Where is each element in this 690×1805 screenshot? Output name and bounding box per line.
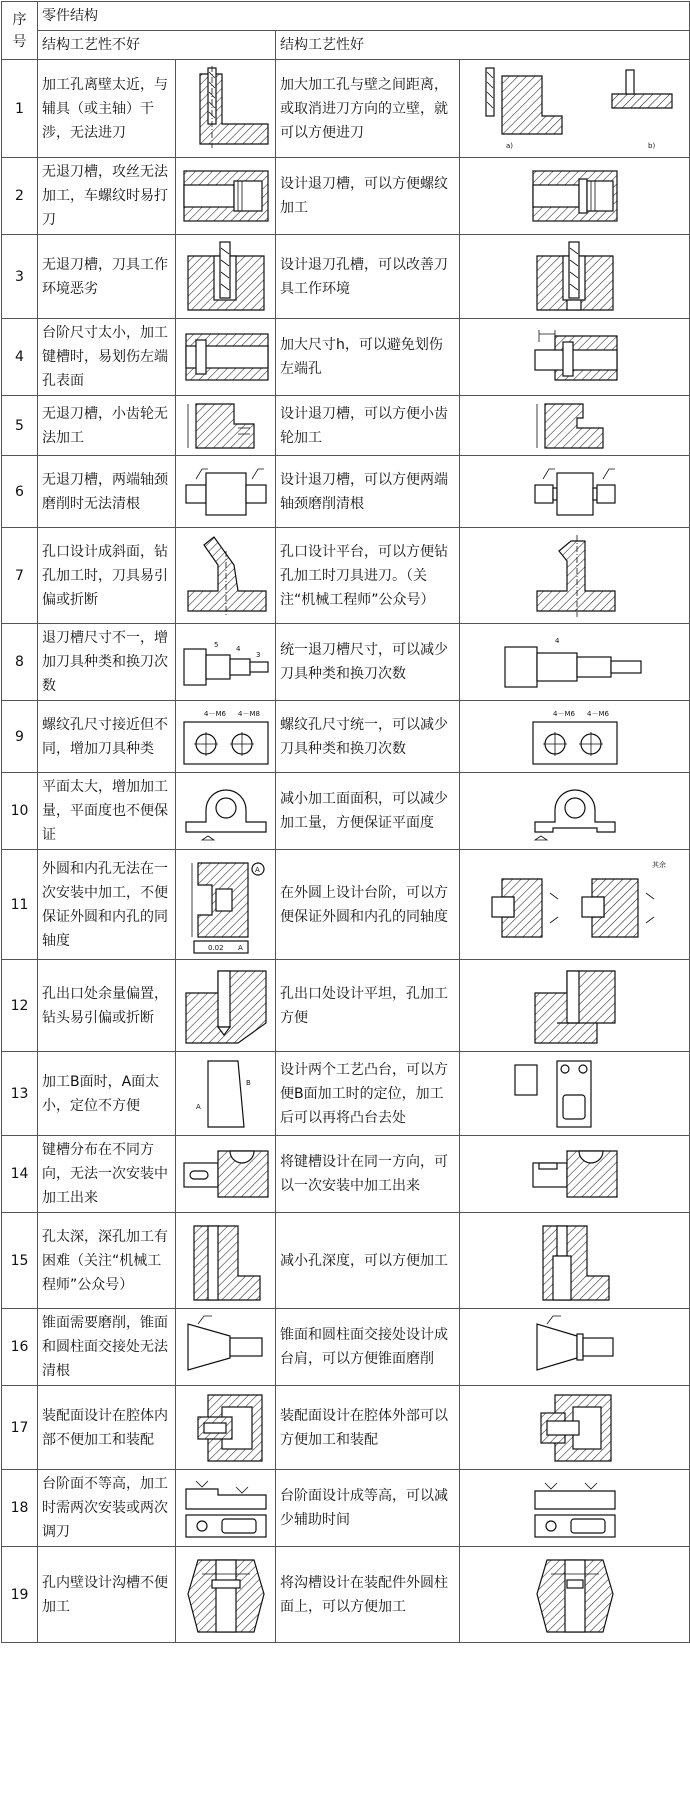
row-number: 18 [2,1470,38,1547]
good-figure [460,1547,690,1643]
bad-figure [176,850,276,960]
good-text: 锥面和圆柱面交接处设计成台肩，可以方便锥面磨削 [276,1309,460,1386]
bad-figure [176,60,276,158]
bad-text: 加工孔离壁太近，与辅具（或主轴）干涉，无法进刀 [38,60,176,158]
good-text: 设计退刀槽，可以方便两端轴颈磨削清根 [276,456,460,528]
row-number: 2 [2,158,38,235]
good-figure [460,1213,690,1309]
table-row [2,60,690,158]
good-text: 设计两个工艺凸台，可以方便B面加工时的定位，加工后可以再将凸台去处 [276,1052,460,1136]
bad-figure [176,1309,276,1386]
table-row [2,1136,690,1213]
thread-label: 4－M6 [586,709,609,718]
dimension-label: 3 [255,651,260,659]
table-row [2,1547,690,1643]
bad-text: 台阶面不等高，加工时需两次安装或两次调刀 [38,1470,176,1547]
good-text: 设计退刀槽，可以方便小齿轮加工 [276,396,460,456]
bad-text: 螺纹孔尺寸接近但不同，增加刀具种类 [38,701,176,773]
bad-text: 孔口设计成斜面，钻孔加工时，刀具易引偏或折断 [38,528,176,624]
table-row [2,158,690,235]
good-figure [460,158,690,235]
table-row [2,1052,690,1136]
thread-label: 4－M6 [552,709,575,718]
row-number: 10 [2,773,38,850]
table-row [2,624,690,701]
bad-text: 退刀槽尺寸不一，增加刀具种类和换刀次数 [38,624,176,701]
row-number: 3 [2,235,38,319]
table-row [2,319,690,396]
good-text: 台阶面设计成等高，可以减少辅助时间 [276,1470,460,1547]
good-text: 装配面设计在腔体外部可以方便加工和装配 [276,1386,460,1470]
table-row [2,850,690,960]
row-number: 13 [2,1052,38,1136]
group-title: 零件结构 [38,2,690,31]
good-text: 孔口设计平台，可以方便钻孔加工时刀具进刀。（关注“机械工程师”公众号） [276,528,460,624]
good-figure [460,60,690,158]
row-number: 15 [2,1213,38,1309]
header-row-2 [2,31,690,60]
row-number: 9 [2,701,38,773]
bad-text: 孔内壁设计沟槽不便加工 [38,1547,176,1643]
bad-text: 孔太深，深孔加工有困难（关注“机械工程师”公众号） [38,1213,176,1309]
good-text: 设计退刀槽，可以方便螺纹加工 [276,158,460,235]
surface-label-b: B [245,1078,251,1087]
dimension-label: 5 [213,641,218,649]
good-text: 减小加工面面积，可以减少加工量，方便保证平面度 [276,773,460,850]
bad-figure [176,1547,276,1643]
dimension-label: 4 [554,637,559,645]
row-number: 11 [2,850,38,960]
bad-figure [176,624,276,701]
table-row [2,1213,690,1309]
good-title: 结构工艺性好 [276,31,690,60]
row-number: 4 [2,319,38,396]
row-number: 8 [2,624,38,701]
bad-figure [176,396,276,456]
good-figure [460,960,690,1052]
seq-header: 序 号 [2,2,38,60]
bad-text: 孔出口处余量偏置，钻头易引偏或折断 [38,960,176,1052]
row-number: 6 [2,456,38,528]
bad-text: 台阶尺寸太小，加工键槽时，易划伤左端孔表面 [38,319,176,396]
row-number: 14 [2,1136,38,1213]
bad-figure [176,158,276,235]
surface-label-a: A [195,1102,201,1111]
bad-figure [176,1052,276,1136]
good-figure [460,235,690,319]
bad-text: 无退刀槽，两端轴颈磨削时无法清根 [38,456,176,528]
header-row-1 [2,2,690,31]
good-figure [460,528,690,624]
good-figure [460,1136,690,1213]
table-row [2,235,690,319]
good-figure [460,624,690,701]
good-text: 孔出口处设计平坦，孔加工方便 [276,960,460,1052]
good-figure [460,1309,690,1386]
good-text: 减小孔深度，可以方便加工 [276,1213,460,1309]
table-row [2,396,690,456]
table-row [2,960,690,1052]
bad-figure [176,235,276,319]
good-figure [460,773,690,850]
table-row [2,528,690,624]
bad-text: 键槽分布在不同方向，无法一次安装中加工出来 [38,1136,176,1213]
bad-figure [176,456,276,528]
rest-surface-label: 其余 [651,860,666,869]
bad-figure [176,960,276,1052]
row-number: 16 [2,1309,38,1386]
good-figure [460,319,690,396]
row-number: 17 [2,1386,38,1470]
good-text: 螺纹孔尺寸统一，可以减少刀具种类和换刀次数 [276,701,460,773]
bad-text: 外圆和内孔无法在一次安装中加工，不便保证外圆和内孔的同轴度 [38,850,176,960]
row-number: 12 [2,960,38,1052]
good-text: 加大加工孔与壁之间距离，或取消进刀方向的立壁，就可以方便进刀 [276,60,460,158]
dimension-label: 4 [235,645,240,653]
good-text: 设计退刀孔槽，可以改善刀具工作环境 [276,235,460,319]
table-row [2,1386,690,1470]
good-text: 统一退刀槽尺寸，可以减少刀具种类和换刀次数 [276,624,460,701]
good-text: 加大尺寸h，可以避免划伤左端孔 [276,319,460,396]
good-figure [460,456,690,528]
bad-figure [176,1470,276,1547]
datum-label: A [254,865,260,874]
row-number: 19 [2,1547,38,1643]
bad-text: 无退刀槽，攻丝无法加工，车螺纹时易打刀 [38,158,176,235]
bad-figure [176,1386,276,1470]
row-number: 1 [2,60,38,158]
bad-figure [176,319,276,396]
thread-label: 4－M8 [237,709,260,718]
bad-figure [176,773,276,850]
good-figure [460,1052,690,1136]
table-row [2,773,690,850]
bad-figure [176,1213,276,1309]
bad-text: 平面太大，增加加工量，平面度也不便保证 [38,773,176,850]
good-text: 在外圆上设计台阶，可以方便保证外圆和内孔的同轴度 [276,850,460,960]
bad-text: 无退刀槽，小齿轮无法加工 [38,396,176,456]
bad-figure [176,1136,276,1213]
thread-label: 4－M6 [203,709,226,718]
table-row [2,456,690,528]
figure-label-a: a) [505,141,513,150]
figure-label-b: b) [647,141,655,150]
tolerance-ref: A [237,943,243,952]
table-row [2,1309,690,1386]
good-figure [460,701,690,773]
bad-text: 加工B面时，A面太小，定位不方便 [38,1052,176,1136]
good-text: 将键槽设计在同一方向，可以一次安装中加工出来 [276,1136,460,1213]
tolerance-value: 0.02 [207,943,224,952]
good-figure [460,1470,690,1547]
good-figure [460,396,690,456]
bad-text: 无退刀槽，刀具工作环境恶劣 [38,235,176,319]
table-row [2,1470,690,1547]
process-table [1,1,690,1643]
bad-title: 结构工艺性不好 [38,31,276,60]
row-number: 7 [2,528,38,624]
bad-figure [176,528,276,624]
bad-figure [176,701,276,773]
bad-text: 装配面设计在腔体内部不便加工和装配 [38,1386,176,1470]
good-text: 将沟槽设计在装配件外圆柱面上，可以方便加工 [276,1547,460,1643]
row-number: 5 [2,396,38,456]
good-figure [460,850,690,960]
table-row [2,701,690,773]
bad-text: 锥面需要磨削，锥面和圆柱面交接处无法清根 [38,1309,176,1386]
good-figure [460,1386,690,1470]
